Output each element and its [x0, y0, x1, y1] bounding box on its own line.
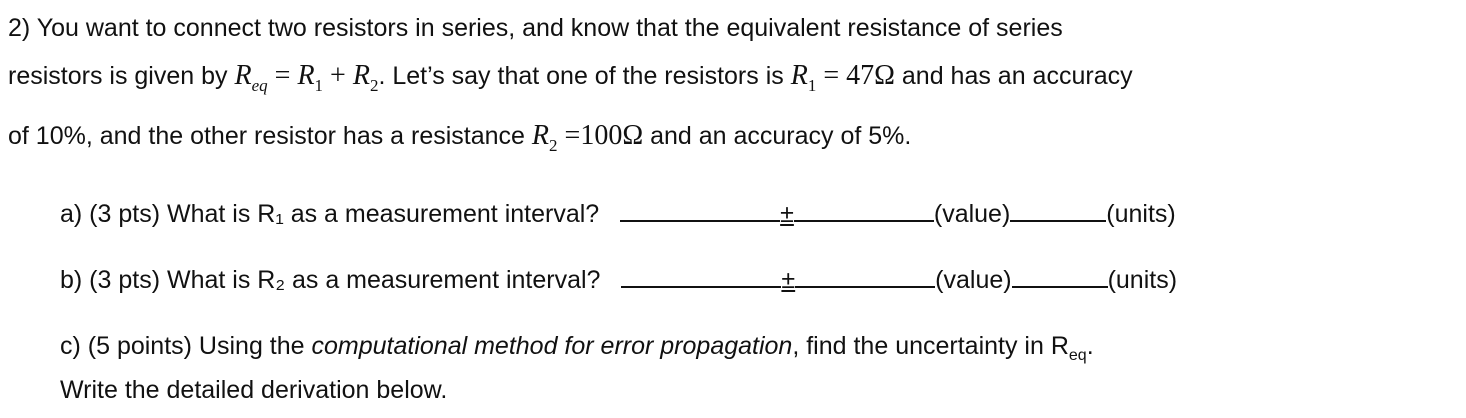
problem-line-2: [8, 60, 1133, 96]
question-c-end: , find the uncertainty in R: [792, 332, 1069, 360]
question-a: [60, 198, 1176, 229]
question-c: [60, 332, 1094, 365]
question-b-pm: ±: [781, 266, 796, 294]
series-formula: $R_{eq} = R_1 + R_2$: [234, 60, 379, 95]
question-c-start: c) (5 points) Using the: [60, 332, 312, 360]
question-a-text: a) (3 pts) What is R₁ as a measurement interval?: [60, 200, 600, 228]
question-a-units-blank[interactable]: [1010, 198, 1106, 222]
question-a-value-label: (value): [933, 200, 1011, 228]
problem-line-2-mid: . Let’s say that one of the resistors is: [378, 62, 784, 90]
question-c-dot: .: [1086, 332, 1094, 360]
question-b-uncertainty-blank[interactable]: [795, 264, 935, 288]
question-c-method: computational method for error propagation: [311, 332, 793, 360]
r1-value-formula: $R_1 = 47\Omega$: [790, 60, 895, 95]
question-b-value-blank[interactable]: [621, 264, 781, 288]
problem-line-2-end: and has an accuracy: [901, 62, 1133, 90]
question-a-pm: ±: [780, 200, 794, 228]
question-a-value-blank[interactable]: [620, 198, 780, 222]
problem-line-2-start: resistors is given by: [8, 62, 228, 90]
question-b: [60, 264, 1177, 295]
r2-value-formula: $R_2 =100\Omega$: [531, 120, 644, 155]
question-a-uncertainty-blank[interactable]: [794, 198, 934, 222]
question-b-units-blank[interactable]: [1012, 264, 1108, 288]
question-b-value-label: (value): [935, 266, 1012, 294]
question-b-text: b) (3 pts) What is R₂ as a measurement interval?: [60, 266, 601, 294]
question-c-line-2: Write the detailed derivation below.: [60, 376, 448, 404]
question-b-units-label: (units): [1107, 266, 1178, 294]
problem-line-3-start: of 10%, and the other resistor has a resistance: [8, 122, 525, 150]
question-c-sub: eq: [1068, 347, 1087, 364]
problem-line-3: [8, 120, 911, 156]
question-a-units-label: (units): [1106, 200, 1176, 228]
problem-line-3-end: and an accuracy of 5%.: [650, 122, 912, 150]
problem-line-1: 2) You want to connect two resistors in series, and know that the equivalent resistance of series: [8, 14, 1063, 42]
